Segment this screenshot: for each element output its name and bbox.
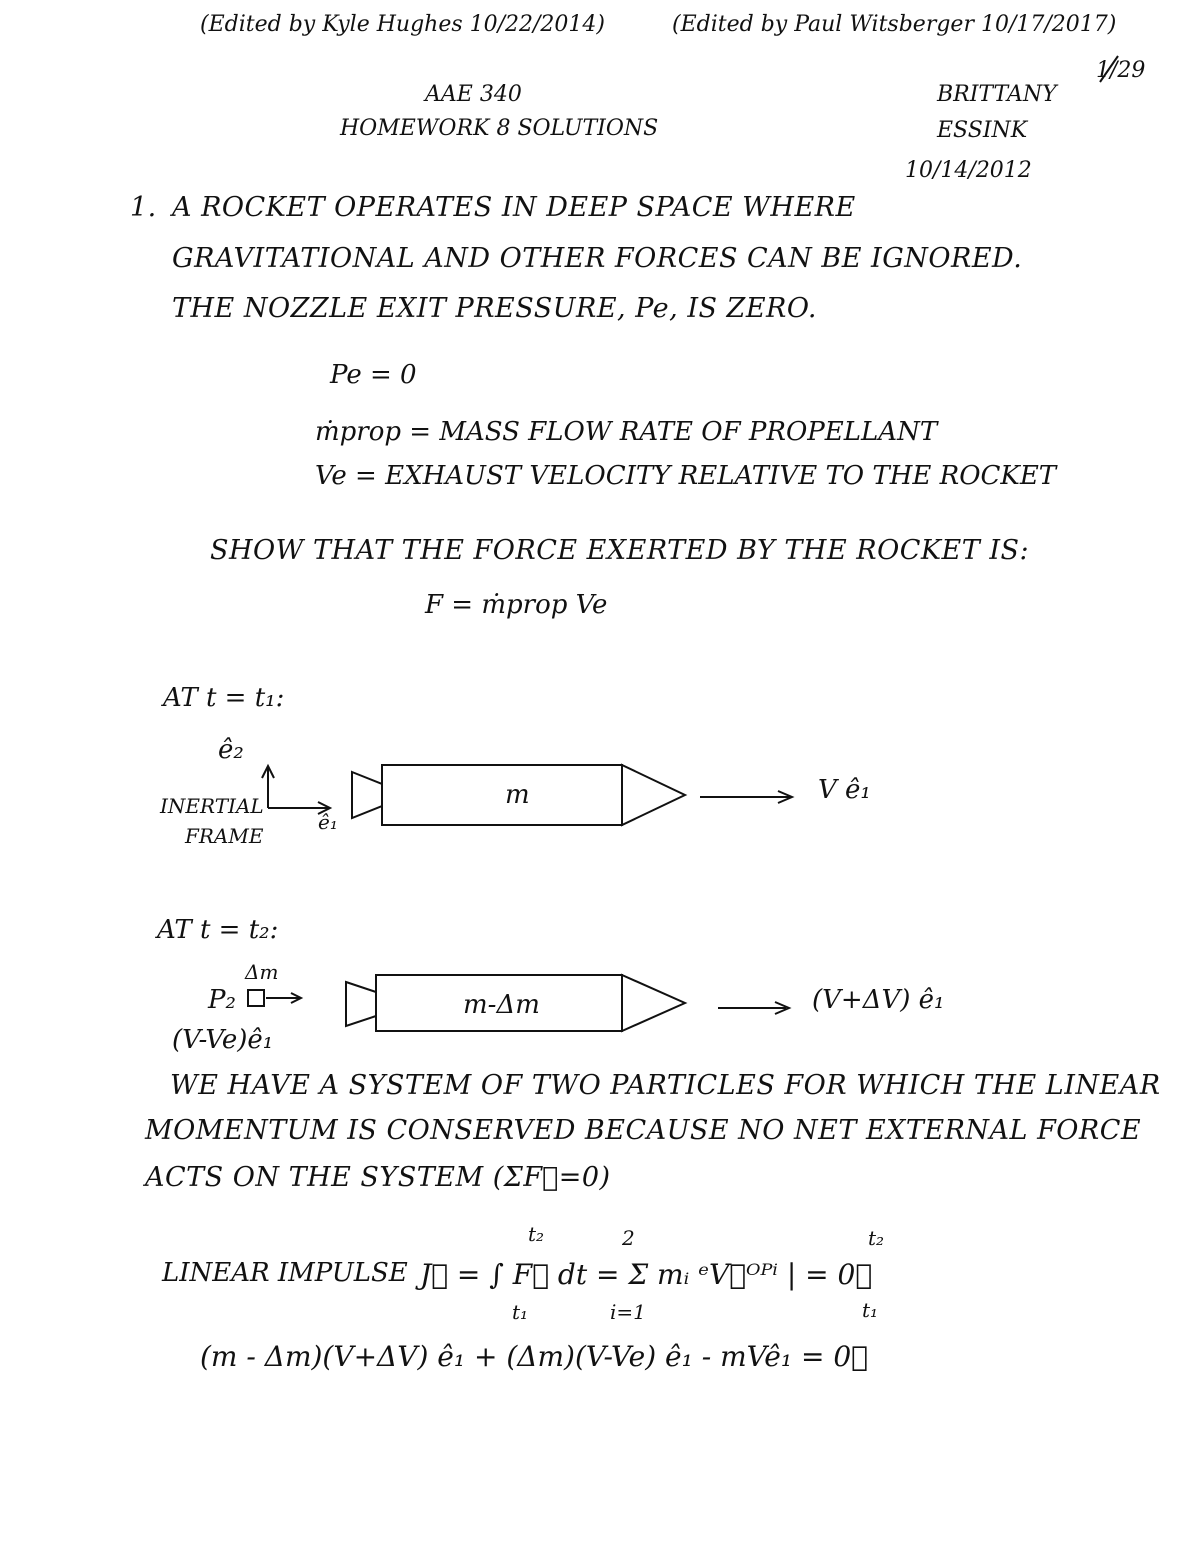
explanation-line-3: ACTS ON THE SYSTEM (ΣF⃗=0): [145, 1162, 611, 1193]
particle-mass: Δm: [245, 960, 279, 984]
rocket2-velocity: (V+ΔV) ê₁: [812, 985, 945, 1015]
page-fraction-line: [1100, 56, 1118, 82]
eval-lower-limit: t₁: [862, 1298, 879, 1322]
integral-upper-limit: t₂: [528, 1222, 545, 1246]
given-ve: Ve = EXHAUST VELOCITY RELATIVE TO THE ROCKET: [315, 461, 1057, 491]
linear-impulse-label: LINEAR IMPULSE: [162, 1258, 408, 1288]
inertial-frame-label-2: FRAME: [185, 824, 264, 848]
particle-dm: [248, 990, 301, 1006]
given-pe: Pe = 0: [330, 360, 417, 390]
rocket-2: [346, 975, 685, 1031]
given-mprop: ṁprop = MASS FLOW RATE OF PROPELLANT: [315, 417, 938, 447]
problem-number: 1.: [130, 192, 157, 223]
axis-e2-label: ê₂: [218, 735, 244, 765]
particle-velocity: (V-Ve)ê₁: [172, 1025, 274, 1055]
particle-label: P₂: [208, 985, 236, 1015]
rocket1-nose: [622, 765, 685, 825]
rocket1-mass: m: [505, 780, 530, 810]
rocket-1: [352, 765, 685, 825]
sum-lower-limit: i=1: [610, 1300, 646, 1324]
author-first-name: BRITTANY: [937, 82, 1057, 107]
edit-note-kyle: (Edited by Kyle Hughes 10/22/2014): [200, 12, 606, 37]
inertial-frame-label-1: INERTIAL: [160, 794, 264, 818]
problem-line-2: GRAVITATIONAL AND OTHER FORCES CAN BE IGNORED.: [172, 243, 1023, 274]
velocity-arrow-1: [700, 791, 792, 803]
rocket1-body: [382, 765, 622, 825]
inertial-frame-axes: [262, 766, 330, 814]
rocket2-nose: [622, 975, 685, 1031]
rocket1-nozzle: [352, 772, 382, 818]
integral-lower-limit: t₁: [512, 1300, 529, 1324]
axis-e1-label: ê₁: [318, 810, 338, 834]
course-code: AAE 340: [425, 82, 522, 107]
rocket2-mass: m-Δm: [463, 990, 540, 1020]
rocket2-body: [376, 975, 622, 1031]
rocket1-velocity: V ê₁: [818, 775, 871, 805]
show-statement: SHOW THAT THE FORCE EXERTED BY THE ROCKET IS:: [210, 535, 1030, 566]
sum-upper-limit: 2: [622, 1226, 635, 1250]
problem-line-1: A ROCKET OPERATES IN DEEP SPACE WHERE: [172, 192, 856, 223]
page-title: HOMEWORK 8 SOLUTIONS: [340, 116, 659, 141]
explanation-line-1: WE HAVE A SYSTEM OF TWO PARTICLES FOR WHICH THE LINEAR: [170, 1070, 1161, 1101]
rocket2-nozzle: [346, 982, 376, 1026]
show-equation: F = ṁprop Ve: [425, 590, 608, 620]
date: 10/14/2012: [905, 158, 1032, 183]
problem-line-3: THE NOZZLE EXIT PRESSURE, Pe, IS ZERO.: [172, 293, 817, 324]
author-last-name: ESSINK: [937, 118, 1028, 143]
time-label-t1: AT t = t₁:: [163, 683, 285, 713]
explanation-line-2: MOMENTUM IS CONSERVED BECAUSE NO NET EXTERNAL FORCE: [145, 1115, 1142, 1146]
time-label-t2: AT t = t₂:: [157, 915, 279, 945]
impulse-equation: J⃗ = ∫ F⃗ dt = Σ mᵢ ᵉV⃗ᴼᴾⁱ | = 0⃗: [420, 1258, 873, 1291]
velocity-arrow-2: [718, 1002, 789, 1014]
momentum-equation: (m - Δm)(V+ΔV) ê₁ + (Δm)(V-Ve) ê₁ - mVê₁ = 0⃗: [200, 1340, 868, 1373]
edit-note-paul: (Edited by Paul Witsberger 10/17/2017): [672, 12, 1117, 37]
page-number: 1/29: [1096, 58, 1146, 83]
eval-upper-limit: t₂: [868, 1226, 885, 1250]
particle-box: [248, 990, 264, 1006]
